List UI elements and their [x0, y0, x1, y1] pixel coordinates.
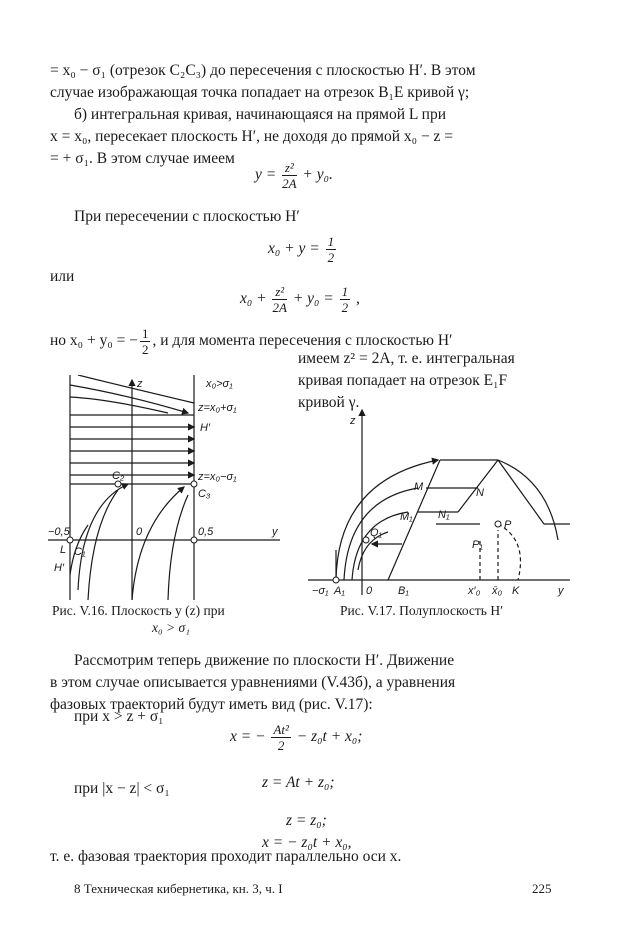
fig1-label-y: y [272, 526, 278, 538]
fig1-point-C3 [191, 481, 197, 487]
equation-4 [230, 722, 362, 753]
eq4-den: 2 [277, 738, 285, 753]
text-line-5: = + σ₁. В этом случае имеем [50, 150, 235, 167]
equation-7: x = − z₀t + x₀, [262, 833, 352, 851]
fig1-label-Hp: H′ [200, 422, 211, 434]
fig1-label-m05: −0,5 [48, 526, 70, 538]
fig1-label-z: z [137, 378, 143, 390]
fig2-label-A1: A₁ [334, 585, 345, 597]
fig2-diagonals [388, 460, 570, 580]
fig2-label-z: z [350, 415, 356, 427]
eq3-lhs: x₀ + [240, 290, 267, 308]
fig2-label-Q1: Q₁ [370, 527, 383, 539]
text-line-10: кривой γ. [298, 394, 360, 411]
fig2-point-Q1 [363, 537, 369, 543]
eq2-num: 1 [327, 234, 335, 249]
equation-6: z = z₀; [286, 811, 327, 829]
fig2-label-ms1: −σ₁ [312, 585, 329, 597]
figure-v17 [308, 400, 578, 600]
caption-fig-v16 [52, 602, 225, 636]
text-line-13: фазовых траекторий будут иметь вид (рис. V.17): [50, 696, 373, 713]
footer-left: 8 Техническая кибернетика, кн. 3, ч. I [74, 881, 283, 896]
fig2-label-K: K [512, 585, 520, 597]
fig1-label-C3: C₃ [198, 488, 211, 500]
fig1-point-05 [191, 537, 197, 543]
eq4-part-b: − z₀t + x₀; [296, 728, 363, 746]
fig2-label-M1: M₁ [400, 511, 413, 523]
fig1-lower-curves [70, 484, 188, 600]
fig2-label-N: N [476, 487, 484, 499]
fig2-label-N1: N₁ [438, 509, 450, 521]
caption-fig-v16-line-2: x₀ > σ₁ [152, 620, 190, 635]
fig2-point-P [495, 521, 501, 527]
eq1-fraction [282, 160, 296, 191]
fig1-label-zx0p: z=x₀+σ₁ [198, 402, 237, 414]
eq4-fraction [271, 722, 290, 753]
eq1-lhs: y = [255, 166, 277, 184]
eq3-mid: + y₀ = [292, 290, 334, 308]
eq4-num: At² [273, 722, 289, 737]
fig2-label-P1: P₁ [472, 539, 483, 551]
equation-3 [240, 284, 360, 315]
fig1-label-x0s1: x₀>σ₁ [206, 378, 233, 390]
text-pri-1: при x > z + σ₁ [74, 708, 164, 725]
fig2-point-A1 [333, 577, 339, 583]
line7-den: 2 [141, 342, 149, 357]
text-line-12: в этом случае описывается уравнениями (V.43б), а уравнения [50, 674, 456, 691]
fig1-label-H: H′ [54, 562, 65, 574]
page-number: 225 [532, 881, 552, 896]
fig1-label-C2: C₂ [112, 470, 125, 482]
text-line-4: x = x₀, пересекает плоскость H′, не доходя до прямой x₀ − z = [50, 128, 454, 145]
equation-2 [268, 234, 338, 265]
fig1-label-L: L [60, 544, 67, 556]
fig2-label-y: y [558, 585, 564, 597]
caption-fig-v17: Рис. V.17. Полуплоскость H′ [340, 603, 504, 618]
eq2-den: 2 [327, 250, 335, 265]
fig2-label-M: M [414, 481, 424, 493]
line7-fraction [140, 326, 151, 357]
fig1-label-zero: 0 [136, 526, 143, 538]
fig1-label-zx0m: z=x₀−σ₁ [198, 471, 237, 483]
fig1-label-p05: 0,5 [198, 526, 214, 538]
fig2-label-x0p: x′₀ [468, 585, 481, 597]
caption-fig-v16-line-1: Рис. V.16. Плоскость y (z) при [52, 603, 225, 618]
line7-part-b: , и для момента пересечения с плоскостью H′ [152, 332, 453, 350]
eq3-num: z² [272, 284, 286, 300]
fig2-label-B1: B₁ [398, 585, 409, 597]
eq1-rhs: + y₀. [302, 166, 333, 184]
text-pri-2: при |x − z| < σ₁ [74, 780, 170, 797]
eq2-fraction [326, 234, 337, 265]
fig2-dashed-arc [498, 524, 521, 580]
equation-5: z = At + z₀; [262, 773, 335, 791]
eq3-end: , [356, 290, 360, 308]
eq3-den2: 2 [341, 300, 349, 315]
fig2-label-x0b: x̄₀ [492, 585, 503, 597]
line7-num: 1 [141, 326, 149, 341]
fig2-label-zero: 0 [366, 585, 373, 597]
eq1-num: z² [282, 160, 296, 176]
fig2-label-P: P [504, 519, 512, 531]
eq1-den: 2A [282, 176, 297, 191]
text-ili: или [50, 268, 75, 285]
eq3-fraction-1 [272, 284, 286, 315]
eq3-num2: 1 [341, 284, 349, 299]
text-line-8: имеем z² = 2A, т. е. интегральная [298, 350, 515, 367]
text-line-11: Рассмотрим теперь движение по плоскости H′. Движение [74, 652, 455, 669]
text-line-6: При пересечении с плоскостью H′ [74, 208, 300, 225]
text-line-9: кривая попадает на отрезок E₁F [298, 372, 508, 389]
eq4-part-a: x = − [230, 728, 266, 746]
fig1-label-C1: C₁ [74, 546, 86, 558]
eq3-den: 2A [272, 300, 287, 315]
text-line-1: = x₀ − σ₁ (отрезок C₂C₃) до пересечения с плоскостью H′. В этом [50, 62, 476, 79]
text-line-14: т. е. фазовая траектория проходит параллельно оси x. [50, 848, 402, 865]
eq3-fraction-2 [340, 284, 351, 315]
equation-1 [255, 160, 333, 191]
line7-part-a: но x₀ + y₀ = − [50, 332, 138, 350]
text-line-3: б) интегральная кривая, начинающаяся на прямой L при [74, 106, 447, 123]
figure-v16 [48, 375, 288, 605]
eq2-lhs: x₀ + y = [268, 240, 320, 258]
text-line-2: случае изображающая точка попадает на отрезок B₁E кривой γ; [50, 84, 470, 101]
